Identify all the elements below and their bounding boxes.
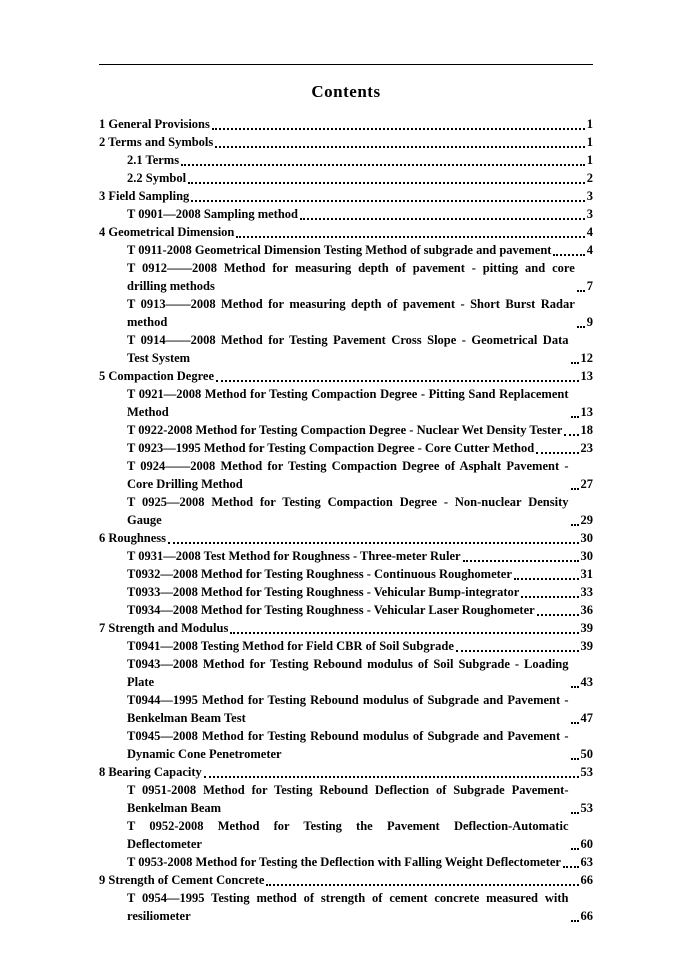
toc-entry-title: 9 Strength of Cement Concrete bbox=[99, 873, 265, 887]
dot-leader bbox=[553, 254, 584, 256]
dot-leader bbox=[463, 560, 579, 562]
toc-entry-page: 31 bbox=[580, 567, 593, 581]
toc-entry-page: 30 bbox=[580, 531, 593, 545]
toc-entry-page: 1 bbox=[586, 153, 593, 167]
dot-leader bbox=[514, 578, 579, 580]
toc-entry-title: T0932—2008 Method for Testing Roughness - Continuous Roughometer bbox=[127, 567, 512, 581]
toc-entry-page: 36 bbox=[580, 603, 593, 617]
dot-leader bbox=[577, 326, 585, 328]
toc-entry-page: 13 bbox=[580, 405, 593, 419]
dot-leader bbox=[168, 542, 578, 544]
toc-entry-title: T 0901—2008 Sampling method bbox=[127, 207, 298, 221]
toc-entry bbox=[99, 601, 593, 619]
toc-entry bbox=[99, 295, 593, 331]
toc-entry-title: T 0924——2008 Method for Testing Compaction Degree of Asphalt Pavement - Core Drilling Method bbox=[127, 459, 569, 491]
toc-entry bbox=[99, 637, 593, 655]
toc-entry bbox=[99, 421, 593, 439]
toc-entry-title: T0944—1995 Method for Testing Rebound modulus of Subgrade and Pavement - Benkelman Beam Test bbox=[127, 693, 569, 725]
toc-entry-title: T 0914——2008 Method for Testing Pavement Cross Slope - Geometrical Data Test System bbox=[127, 333, 569, 365]
toc-entry-title: 1 General Provisions bbox=[99, 117, 210, 131]
dot-leader bbox=[181, 164, 585, 166]
toc-entry-title: T0945—2008 Method for Testing Rebound modulus of Subgrade and Pavement - Dynamic Cone Penetrometer bbox=[127, 729, 569, 761]
toc-entry bbox=[99, 493, 593, 529]
toc-entry bbox=[99, 619, 593, 637]
toc-entry-title: T 0921—2008 Method for Testing Compaction Degree - Pitting Sand Replacement Method bbox=[127, 387, 569, 419]
toc-entry-page: 1 bbox=[586, 135, 593, 149]
toc-entry-title: 6 Roughness bbox=[99, 531, 167, 545]
toc-entry-page: 18 bbox=[580, 423, 593, 437]
toc-entry-page: 33 bbox=[580, 585, 593, 599]
toc-entry bbox=[99, 151, 593, 169]
toc-entry-title: T 0953-2008 Method for Testing the Deflection with Falling Weight Deflectometer bbox=[127, 855, 561, 869]
toc-entry bbox=[99, 331, 593, 367]
toc-entry bbox=[99, 853, 593, 871]
toc-entry-title: 4 Geometrical Dimension bbox=[99, 225, 235, 239]
toc-entry-title: T 0912——2008 Method for measuring depth of pavement - pitting and core drilling methods bbox=[127, 261, 575, 293]
dot-leader bbox=[571, 758, 579, 760]
toc-entry bbox=[99, 691, 593, 727]
toc-entry bbox=[99, 655, 593, 691]
toc-entry-page: 29 bbox=[580, 513, 593, 527]
toc-entry-page: 43 bbox=[580, 675, 593, 689]
toc-entry-page: 39 bbox=[580, 621, 593, 635]
toc-entry bbox=[99, 457, 593, 493]
toc-entry bbox=[99, 169, 593, 187]
toc-entry bbox=[99, 259, 593, 295]
dot-leader bbox=[188, 182, 585, 184]
toc-entry-title: T 0923—1995 Method for Testing Compaction Degree - Core Cutter Method bbox=[127, 441, 535, 455]
dot-leader bbox=[266, 884, 578, 886]
toc-entry bbox=[99, 817, 593, 853]
dot-leader bbox=[571, 524, 579, 526]
toc-entry bbox=[99, 187, 593, 205]
toc-entry-title: T 0951-2008 Method for Testing Rebound Deflection of Subgrade Pavement-Benkelman Beam bbox=[127, 783, 569, 815]
toc-entry-page: 12 bbox=[580, 351, 593, 365]
dot-leader bbox=[536, 452, 578, 454]
toc-entry bbox=[99, 547, 593, 565]
dot-leader bbox=[204, 776, 579, 778]
toc-entry bbox=[99, 565, 593, 583]
dot-leader bbox=[537, 614, 579, 616]
toc-entry-title: T 0922-2008 Method for Testing Compaction Degree - Nuclear Wet Density Tester bbox=[127, 423, 563, 437]
dot-leader bbox=[571, 416, 579, 418]
toc-entry-page: 2 bbox=[586, 171, 593, 185]
toc-entry-page: 13 bbox=[580, 369, 593, 383]
toc-entry-title: T 0925—2008 Method for Testing Compaction Degree - Non-nuclear Density Gauge bbox=[127, 495, 569, 527]
toc-entry-page: 47 bbox=[580, 711, 593, 725]
dot-leader bbox=[216, 380, 578, 382]
toc-entry-page: 53 bbox=[580, 801, 593, 815]
toc-entry-page: 39 bbox=[580, 639, 593, 653]
dot-leader bbox=[571, 812, 579, 814]
dot-leader bbox=[577, 290, 585, 292]
dot-leader bbox=[564, 434, 578, 436]
toc-entry-page: 4 bbox=[586, 225, 593, 239]
toc-entry-page: 66 bbox=[580, 873, 593, 887]
toc-entry bbox=[99, 439, 593, 457]
toc-entry bbox=[99, 529, 593, 547]
dot-leader bbox=[521, 596, 578, 598]
toc-entry-title: T 0952-2008 Method for Testing the Pavement Deflection-Automatic Deflectometer bbox=[127, 819, 569, 851]
table-of-contents bbox=[99, 115, 593, 925]
dot-leader bbox=[236, 236, 584, 238]
toc-entry-page: 4 bbox=[586, 243, 593, 257]
dot-leader bbox=[563, 866, 579, 868]
toc-entry bbox=[99, 889, 593, 925]
toc-entry-title: 2.1 Terms bbox=[127, 153, 180, 167]
toc-entry bbox=[99, 781, 593, 817]
toc-entry bbox=[99, 727, 593, 763]
toc-entry-page: 63 bbox=[580, 855, 593, 869]
toc-entry-title: T 0931—2008 Test Method for Roughness - Three-meter Ruler bbox=[127, 549, 461, 563]
toc-entry-title: 8 Bearing Capacity bbox=[99, 765, 202, 779]
page-title: Contents bbox=[311, 82, 381, 101]
toc-entry-page: 7 bbox=[586, 279, 593, 293]
toc-entry-page: 23 bbox=[580, 441, 593, 455]
toc-entry-title: 5 Compaction Degree bbox=[99, 369, 215, 383]
toc-entry bbox=[99, 385, 593, 421]
toc-entry-page: 27 bbox=[580, 477, 593, 491]
toc-entry-title: T0943—2008 Method for Testing Rebound modulus of Soil Subgrade - Loading Plate bbox=[127, 657, 569, 689]
toc-entry bbox=[99, 241, 593, 259]
dot-leader bbox=[571, 362, 579, 364]
dot-leader bbox=[571, 488, 579, 490]
toc-entry-page: 1 bbox=[586, 117, 593, 131]
toc-entry-title: T 0911-2008 Geometrical Dimension Testing Method of subgrade and pavement bbox=[127, 243, 552, 257]
toc-entry bbox=[99, 205, 593, 223]
toc-entry-page: 50 bbox=[580, 747, 593, 761]
toc-entry-title: T0933—2008 Method for Testing Roughness - Vehicular Bump-integrator bbox=[127, 585, 520, 599]
dot-leader bbox=[230, 632, 578, 634]
toc-entry bbox=[99, 133, 593, 151]
toc-entry-page: 53 bbox=[580, 765, 593, 779]
toc-entry-title: T 0954—1995 Testing method of strength of cement concrete measured with resiliometer bbox=[127, 891, 569, 923]
toc-entry bbox=[99, 763, 593, 781]
toc-entry-page: 3 bbox=[586, 207, 593, 221]
toc-entry bbox=[99, 583, 593, 601]
toc-entry-page: 9 bbox=[586, 315, 593, 329]
dot-leader bbox=[571, 722, 579, 724]
toc-entry-page: 60 bbox=[580, 837, 593, 851]
toc-entry bbox=[99, 871, 593, 889]
toc-entry bbox=[99, 367, 593, 385]
dot-leader bbox=[571, 686, 579, 688]
dot-leader bbox=[456, 650, 579, 652]
dot-leader bbox=[300, 218, 585, 220]
dot-leader bbox=[571, 848, 579, 850]
toc-entry-title: 2.2 Symbol bbox=[127, 171, 187, 185]
toc-entry-title: 3 Field Sampling bbox=[99, 189, 190, 203]
dot-leader bbox=[191, 200, 584, 202]
dot-leader bbox=[215, 146, 584, 148]
toc-entry-page: 3 bbox=[586, 189, 593, 203]
toc-entry-title: 7 Strength and Modulus bbox=[99, 621, 229, 635]
toc-entry-page: 30 bbox=[580, 549, 593, 563]
toc-entry-title: T0941—2008 Testing Method for Field CBR of Soil Subgrade bbox=[127, 639, 454, 653]
toc-entry-page: 66 bbox=[580, 909, 593, 923]
toc-entry bbox=[99, 115, 593, 133]
toc-entry-title: 2 Terms and Symbols bbox=[99, 135, 214, 149]
toc-entry-title: T 0913——2008 Method for measuring depth of pavement - Short Burst Radar method bbox=[127, 297, 575, 329]
dot-leader bbox=[212, 128, 585, 130]
header-rule bbox=[99, 64, 593, 65]
toc-entry-title: T0934—2008 Method for Testing Roughness - Vehicular Laser Roughometer bbox=[127, 603, 535, 617]
toc-entry bbox=[99, 223, 593, 241]
dot-leader bbox=[571, 920, 579, 922]
